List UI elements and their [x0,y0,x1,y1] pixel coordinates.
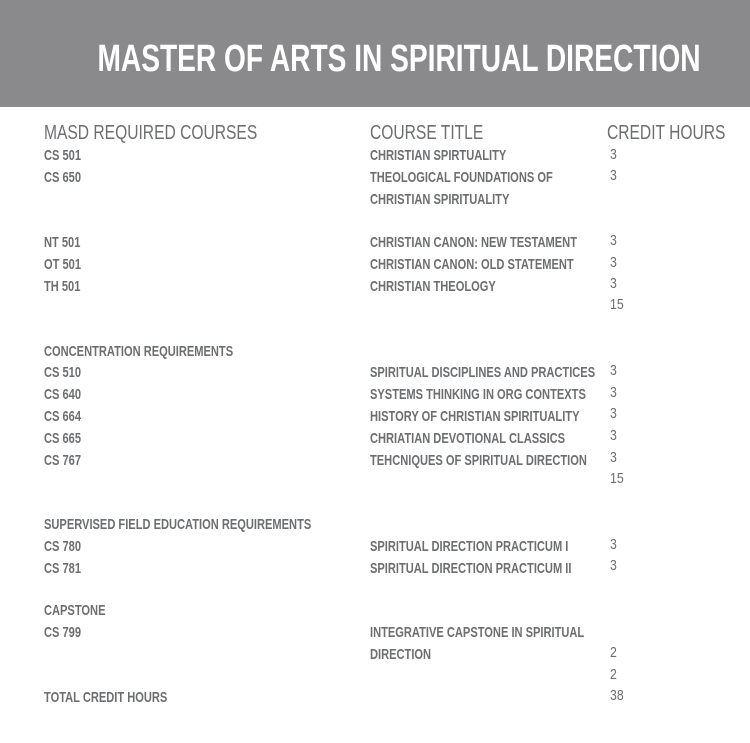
course-credits: 3 [610,384,617,401]
course-code: CS 501 [44,147,82,164]
course-title: CHRISTIAN SPIRTUALITY [370,147,507,164]
section-total: 15 [610,470,624,487]
course-title: SPIRITUAL DISCIPLINES AND PRACTICES [370,364,596,381]
section-heading: SUPERVISED FIELD EDUCATION REQUIREMENTS [44,516,312,533]
course-credits: 3 [610,146,617,163]
course-credits: 3 [610,254,617,271]
course-title: TEHCNIQUES OF SPIRITUAL DIRECTION [370,452,587,469]
course-title: CHRISTIAN CANON: NEW TESTAMENT [370,234,577,251]
course-title: THEOLOGICAL FOUNDATIONS OF [370,169,553,186]
course-title: SPIRITUAL DIRECTION PRACTICUM I [370,538,569,555]
course-credits: 3 [610,427,617,444]
course-title: HISTORY OF CHRISTIAN SPIRITUALITY [370,408,580,425]
section-heading: CAPSTONE [44,602,106,619]
course-credits: 3 [610,405,617,422]
course-title-continued: DIRECTION [370,646,432,663]
course-code: CS 510 [44,364,82,381]
course-code: CS 799 [44,624,82,641]
title-banner [0,0,750,107]
section-heading: CONCENTRATION REQUIREMENTS [44,343,234,360]
course-title: SYSTEMS THINKING IN ORG CONTEXTS [370,386,586,403]
course-code: OT 501 [44,256,82,273]
course-credits: 3 [610,232,617,249]
course-code: CS 665 [44,430,82,447]
header-course-title: COURSE TITLE [370,122,484,144]
header-credit-hours: CREDIT HOURS [607,122,726,144]
course-credits: 3 [610,362,617,379]
course-code: CS 780 [44,538,82,555]
course-code: TH 501 [44,278,81,295]
course-credits: 3 [610,275,617,292]
course-credits: 3 [610,167,617,184]
course-title: INTEGRATIVE CAPSTONE IN SPIRITUAL [370,624,585,641]
course-code: CS 650 [44,169,82,186]
course-code: CS 781 [44,560,82,577]
course-title: CHRISTIAN CANON: OLD STATEMENT [370,256,574,273]
course-title-continued: CHRISTIAN SPIRITUALITY [370,191,510,208]
course-title: SPIRITUAL DIRECTION PRACTICUM II [370,560,572,577]
section-total: 15 [610,296,624,313]
page-title: MASTER OF ARTS IN SPIRITUAL DIRECTION [97,38,701,80]
total-credit-hours-value: 38 [610,687,624,704]
course-credits: 2 [610,644,617,661]
header-required-courses: MASD REQUIRED COURSES [44,122,258,144]
course-code: CS 664 [44,408,82,425]
course-code: CS 640 [44,386,82,403]
course-title: CHRIATIAN DEVOTIONAL CLASSICS [370,430,566,447]
course-code: NT 501 [44,234,81,251]
course-credits: 3 [610,557,617,574]
course-title: CHRISTIAN THEOLOGY [370,278,496,295]
course-credits: 3 [610,449,617,466]
total-credit-hours-label: TOTAL CREDIT HOURS [44,689,168,706]
section-total: 2 [610,666,617,683]
course-credits: 3 [610,536,617,553]
course-code: CS 767 [44,452,82,469]
